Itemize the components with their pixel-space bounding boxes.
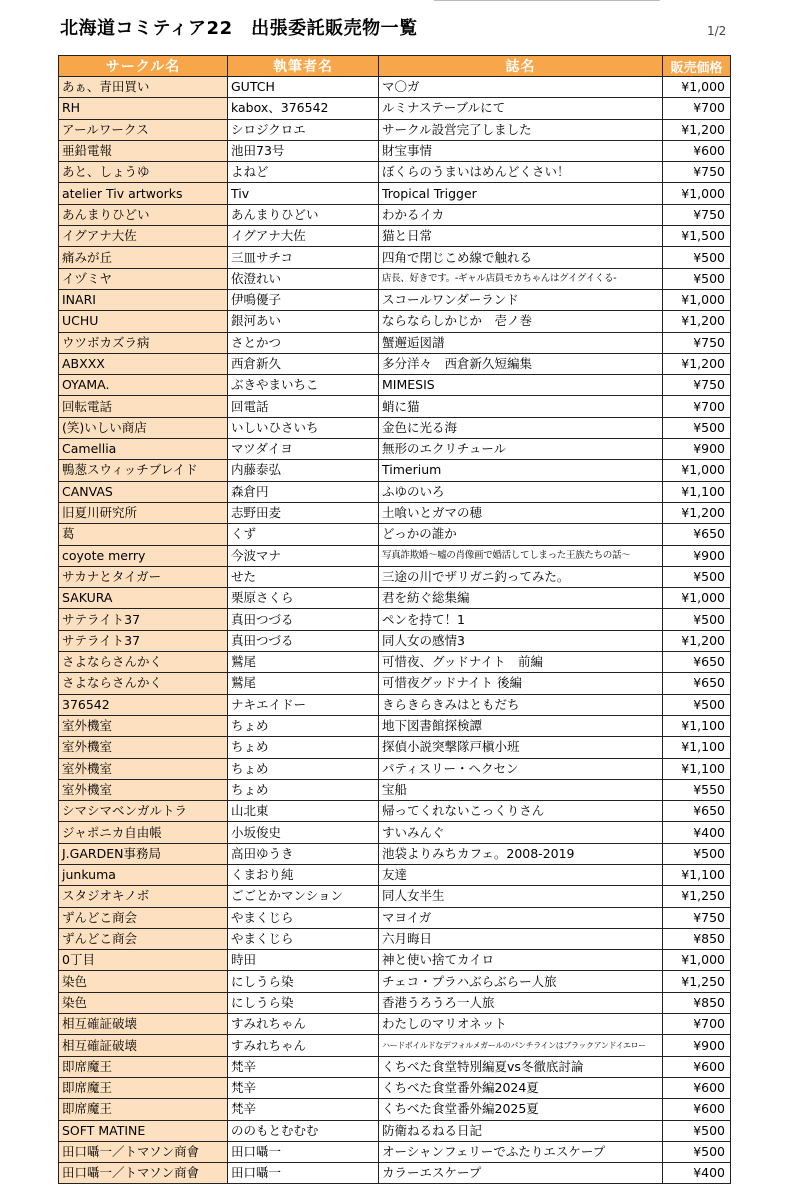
book-title-cell: ぼくらのうまいはめんどくさい！ bbox=[379, 162, 663, 183]
table-row bbox=[59, 311, 731, 332]
circle-name-cell: 即席魔王 bbox=[59, 1056, 228, 1077]
book-title-cell: わたしのマリオネット bbox=[379, 1014, 663, 1035]
circle-name-cell: 葛 bbox=[59, 524, 228, 545]
book-title-cell: 写真詐欺婚～嘘の肖像画で婚活してしまった王族たちの話～ bbox=[379, 545, 663, 566]
author-name-cell: 時田 bbox=[228, 950, 379, 971]
price-cell: ¥400 bbox=[663, 822, 731, 843]
author-name-cell: ナキエイドー bbox=[228, 694, 379, 715]
price-cell: ¥750 bbox=[663, 332, 731, 353]
circle-name-cell: さよならさんかく bbox=[59, 652, 228, 673]
table-row bbox=[59, 758, 731, 779]
table-row bbox=[59, 183, 731, 204]
table-row bbox=[59, 460, 731, 481]
circle-name-cell: 染色 bbox=[59, 971, 228, 992]
price-cell: ¥600 bbox=[663, 1077, 731, 1098]
table-row bbox=[59, 928, 731, 949]
book-title-cell: ペンを持て！1 bbox=[379, 609, 663, 630]
price-cell: ¥500 bbox=[663, 566, 731, 587]
price-cell: ¥1,200 bbox=[663, 311, 731, 332]
circle-name-cell: さよならさんかく bbox=[59, 673, 228, 694]
table-row bbox=[59, 822, 731, 843]
price-cell: ¥500 bbox=[663, 694, 731, 715]
book-title-cell: オーシャンフェリーでふたりエスケープ bbox=[379, 1141, 663, 1162]
table-row bbox=[59, 226, 731, 247]
circle-name-cell: 相互確証破壊 bbox=[59, 1035, 228, 1056]
circle-name-cell: 亜鉛電報 bbox=[59, 140, 228, 161]
book-title-cell: 君を紡ぐ総集編 bbox=[379, 588, 663, 609]
book-title-cell: 蛸に猫 bbox=[379, 396, 663, 417]
table-row bbox=[59, 247, 731, 268]
table-row bbox=[59, 1077, 731, 1098]
price-cell: ¥500 bbox=[663, 268, 731, 289]
circle-name-cell: CANVAS bbox=[59, 481, 228, 502]
author-name-cell: シロジクロエ bbox=[228, 119, 379, 140]
author-name-cell: ちょめ bbox=[228, 737, 379, 758]
table-row bbox=[59, 609, 731, 630]
book-title-cell: きらきらきみはともだち bbox=[379, 694, 663, 715]
table-row bbox=[59, 1099, 731, 1120]
price-cell: ¥700 bbox=[663, 396, 731, 417]
circle-name-cell: サカナとタイガー bbox=[59, 566, 228, 587]
circle-name-cell: Camellia bbox=[59, 439, 228, 460]
book-title-cell: Timerium bbox=[379, 460, 663, 481]
circle-name-cell: J.GARDEN事務局 bbox=[59, 843, 228, 864]
author-name-cell: 梵辛 bbox=[228, 1056, 379, 1077]
book-title-cell: 店長、好きです。-ギャル店員モカちゃんはグイグイくる- bbox=[379, 268, 663, 289]
circle-name-cell: ジャポニカ自由帳 bbox=[59, 822, 228, 843]
author-name-cell: 梵辛 bbox=[228, 1099, 379, 1120]
author-name-cell: イグアナ大佐 bbox=[228, 226, 379, 247]
author-name-cell: Tiv bbox=[228, 183, 379, 204]
author-name-cell: 鷲尾 bbox=[228, 673, 379, 694]
book-title-cell: 猫と日常 bbox=[379, 226, 663, 247]
price-cell: ¥750 bbox=[663, 204, 731, 225]
circle-name-cell: 室外機室 bbox=[59, 779, 228, 800]
circle-name-cell: あと、しょうゆ bbox=[59, 162, 228, 183]
table-row bbox=[59, 1014, 731, 1035]
table-row bbox=[59, 1035, 731, 1056]
circle-name-cell: coyote merry bbox=[59, 545, 228, 566]
circle-name-cell: INARI bbox=[59, 289, 228, 310]
table-row bbox=[59, 588, 731, 609]
book-title-cell: パティスリー・ヘクセン bbox=[379, 758, 663, 779]
author-name-cell: 森倉円 bbox=[228, 481, 379, 502]
circle-name-cell: 田口囁一／トマソン商會 bbox=[59, 1141, 228, 1162]
table-row bbox=[59, 98, 731, 119]
book-title-cell: 宝船 bbox=[379, 779, 663, 800]
table-row bbox=[59, 886, 731, 907]
book-title-cell: 同人女の感情3 bbox=[379, 630, 663, 651]
table-row bbox=[59, 694, 731, 715]
header-price: 販売価格 bbox=[663, 56, 731, 77]
price-cell: ¥550 bbox=[663, 779, 731, 800]
book-title-cell: ハードボイルドなデフォルメガールのパンチラインはブラックアンドイエロー bbox=[379, 1035, 663, 1056]
circle-name-cell: SOFT MATINE bbox=[59, 1120, 228, 1141]
circle-name-cell: SAKURA bbox=[59, 588, 228, 609]
book-title-cell: 可惜夜グッドナイト 後編 bbox=[379, 673, 663, 694]
document-title: 北海道コミティア22 出張委託販売物一覧 bbox=[60, 18, 418, 39]
price-cell: ¥1,100 bbox=[663, 481, 731, 502]
author-name-cell: 栗原さくら bbox=[228, 588, 379, 609]
book-title-cell: わかるイカ bbox=[379, 204, 663, 225]
author-name-cell: 小坂俊史 bbox=[228, 822, 379, 843]
circle-name-cell: 室外機室 bbox=[59, 758, 228, 779]
table-row bbox=[59, 566, 731, 587]
book-title-cell: Tropical Trigger bbox=[379, 183, 663, 204]
price-cell: ¥650 bbox=[663, 801, 731, 822]
price-cell: ¥1,200 bbox=[663, 119, 731, 140]
table-row bbox=[59, 77, 731, 98]
author-name-cell: マツダイヨ bbox=[228, 439, 379, 460]
circle-name-cell: junkuma bbox=[59, 864, 228, 885]
book-title-cell: 四角で閉じこめ線で触れる bbox=[379, 247, 663, 268]
author-name-cell: 西倉新久 bbox=[228, 353, 379, 374]
book-title-cell: 神と使い捨てカイロ bbox=[379, 950, 663, 971]
book-title-cell: 帰ってくれないこっくりさん bbox=[379, 801, 663, 822]
price-cell: ¥750 bbox=[663, 162, 731, 183]
author-name-cell: さとかつ bbox=[228, 332, 379, 353]
price-cell: ¥500 bbox=[663, 247, 731, 268]
price-cell: ¥500 bbox=[663, 1141, 731, 1162]
book-title-cell: カラーエスケープ bbox=[379, 1163, 663, 1184]
author-name-cell: いしいひさいち bbox=[228, 417, 379, 438]
author-name-cell: 梵辛 bbox=[228, 1077, 379, 1098]
table-row bbox=[59, 971, 731, 992]
author-name-cell: 山北東 bbox=[228, 801, 379, 822]
circle-name-cell: 即席魔王 bbox=[59, 1077, 228, 1098]
table-row bbox=[59, 907, 731, 928]
table-row bbox=[59, 1141, 731, 1162]
circle-name-cell: 376542 bbox=[59, 694, 228, 715]
book-title-cell: サークル設営完了しました bbox=[379, 119, 663, 140]
table-row bbox=[59, 417, 731, 438]
author-name-cell: 今波マナ bbox=[228, 545, 379, 566]
price-cell: ¥600 bbox=[663, 140, 731, 161]
table-row bbox=[59, 204, 731, 225]
top-rule bbox=[434, 0, 660, 1]
book-title-cell: 財宝事情 bbox=[379, 140, 663, 161]
book-title-cell: 可惜夜、グッドナイト 前編 bbox=[379, 652, 663, 673]
header-circle-name: サークル名 bbox=[59, 56, 228, 77]
circle-name-cell: あんまりひどい bbox=[59, 204, 228, 225]
circle-name-cell: イヅミヤ bbox=[59, 268, 228, 289]
table-row bbox=[59, 652, 731, 673]
book-title-cell: 三途の川でザリガニ釣ってみた。 bbox=[379, 566, 663, 587]
book-title-cell: くちべた食堂特別編夏vs冬徹底討論 bbox=[379, 1056, 663, 1077]
author-name-cell: 回電話 bbox=[228, 396, 379, 417]
circle-name-cell: 染色 bbox=[59, 992, 228, 1013]
author-name-cell: にしうら染 bbox=[228, 992, 379, 1013]
circle-name-cell: あぁ、青田買い bbox=[59, 77, 228, 98]
price-cell: ¥900 bbox=[663, 1035, 731, 1056]
table-row bbox=[59, 332, 731, 353]
author-name-cell: やまくじら bbox=[228, 928, 379, 949]
table-row bbox=[59, 353, 731, 374]
price-cell: ¥1,250 bbox=[663, 886, 731, 907]
price-cell: ¥500 bbox=[663, 1120, 731, 1141]
circle-name-cell: 室外機室 bbox=[59, 715, 228, 736]
author-name-cell: せた bbox=[228, 566, 379, 587]
book-title-cell: MIMESIS bbox=[379, 375, 663, 396]
author-name-cell: よねど bbox=[228, 162, 379, 183]
book-title-cell: 友達 bbox=[379, 864, 663, 885]
price-cell: ¥650 bbox=[663, 673, 731, 694]
book-title-cell: 池袋よりみちカフェ。2008-2019 bbox=[379, 843, 663, 864]
author-name-cell: 銀河あい bbox=[228, 311, 379, 332]
table-row bbox=[59, 673, 731, 694]
page-number: 1/2 bbox=[707, 24, 727, 38]
price-cell: ¥1,200 bbox=[663, 502, 731, 523]
table-row bbox=[59, 289, 731, 310]
book-title-cell: 香港うろうろ一人旅 bbox=[379, 992, 663, 1013]
author-name-cell: ごごとかマンション bbox=[228, 886, 379, 907]
circle-name-cell: サテライト37 bbox=[59, 609, 228, 630]
author-name-cell: ぶきやまいちこ bbox=[228, 375, 379, 396]
book-title-cell: 防衛ねるねる日記 bbox=[379, 1120, 663, 1141]
header-title: 誌名 bbox=[379, 56, 663, 77]
book-title-cell: どっかの誰か bbox=[379, 524, 663, 545]
circle-name-cell: OYAMA. bbox=[59, 375, 228, 396]
table-row bbox=[59, 992, 731, 1013]
author-name-cell: 真田つづる bbox=[228, 630, 379, 651]
table-row bbox=[59, 737, 731, 758]
author-name-cell: GUTCH bbox=[228, 77, 379, 98]
book-title-cell: マ〇ガ bbox=[379, 77, 663, 98]
circle-name-cell: 痛みが丘 bbox=[59, 247, 228, 268]
table-row bbox=[59, 630, 731, 651]
price-cell: ¥750 bbox=[663, 375, 731, 396]
price-cell: ¥600 bbox=[663, 1056, 731, 1077]
price-cell: ¥1,000 bbox=[663, 183, 731, 204]
author-name-cell: ののもとむむむ bbox=[228, 1120, 379, 1141]
circle-name-cell: RH bbox=[59, 98, 228, 119]
table-row bbox=[59, 119, 731, 140]
price-cell: ¥850 bbox=[663, 928, 731, 949]
book-title-cell: マヨイガ bbox=[379, 907, 663, 928]
circle-name-cell: ずんどこ商会 bbox=[59, 928, 228, 949]
table-row bbox=[59, 715, 731, 736]
table-row bbox=[59, 1056, 731, 1077]
circle-name-cell: シマシマベンガルトラ bbox=[59, 801, 228, 822]
table-row bbox=[59, 545, 731, 566]
book-title-cell: くちべた食堂番外編2024夏 bbox=[379, 1077, 663, 1098]
circle-name-cell: イグアナ大佐 bbox=[59, 226, 228, 247]
author-name-cell: 志野田麦 bbox=[228, 502, 379, 523]
author-name-cell: 鷲尾 bbox=[228, 652, 379, 673]
author-name-cell: 三皿サチコ bbox=[228, 247, 379, 268]
circle-name-cell: アールワークス bbox=[59, 119, 228, 140]
author-name-cell: 依澄れい bbox=[228, 268, 379, 289]
circle-name-cell: サテライト37 bbox=[59, 630, 228, 651]
table-row bbox=[59, 1120, 731, 1141]
price-cell: ¥900 bbox=[663, 545, 731, 566]
author-name-cell: 高田ゆうき bbox=[228, 843, 379, 864]
circle-name-cell: 即席魔王 bbox=[59, 1099, 228, 1120]
circle-name-cell: UCHU bbox=[59, 311, 228, 332]
table-row bbox=[59, 162, 731, 183]
price-cell: ¥1,000 bbox=[663, 77, 731, 98]
book-title-cell: チェコ・プラハぶらぶらー人旅 bbox=[379, 971, 663, 992]
circle-name-cell: 田口囁一／トマソン商會 bbox=[59, 1163, 228, 1184]
circle-name-cell: 相互確証破壊 bbox=[59, 1014, 228, 1035]
price-cell: ¥700 bbox=[663, 98, 731, 119]
author-name-cell: にしうら染 bbox=[228, 971, 379, 992]
author-name-cell: 池田73号 bbox=[228, 140, 379, 161]
price-cell: ¥850 bbox=[663, 992, 731, 1013]
author-name-cell: ちょめ bbox=[228, 715, 379, 736]
author-name-cell: kabox、376542 bbox=[228, 98, 379, 119]
book-title-cell: 無形のエクリチュール bbox=[379, 439, 663, 460]
circle-name-cell: 0丁目 bbox=[59, 950, 228, 971]
author-name-cell: 伊鳴優子 bbox=[228, 289, 379, 310]
circle-name-cell: 鴨葱スウィッチブレイド bbox=[59, 460, 228, 481]
author-name-cell: くまおり純 bbox=[228, 864, 379, 885]
price-cell: ¥650 bbox=[663, 652, 731, 673]
author-name-cell: ちょめ bbox=[228, 779, 379, 800]
price-cell: ¥1,000 bbox=[663, 460, 731, 481]
book-title-cell: 多分洋々 西倉新久短編集 bbox=[379, 353, 663, 374]
price-cell: ¥750 bbox=[663, 907, 731, 928]
price-cell: ¥500 bbox=[663, 417, 731, 438]
circle-name-cell: ずんどこ商会 bbox=[59, 907, 228, 928]
price-cell: ¥1,200 bbox=[663, 353, 731, 374]
table-row bbox=[59, 502, 731, 523]
book-title-cell: 土喰いとガマの穂 bbox=[379, 502, 663, 523]
book-title-cell: スコールワンダーランド bbox=[379, 289, 663, 310]
table-header-row bbox=[59, 56, 731, 77]
book-title-cell: ルミナステーブルにて bbox=[379, 98, 663, 119]
author-name-cell: 田口囁一 bbox=[228, 1163, 379, 1184]
table-row bbox=[59, 843, 731, 864]
price-cell: ¥400 bbox=[663, 1163, 731, 1184]
price-cell: ¥1,100 bbox=[663, 864, 731, 885]
author-name-cell: ちょめ bbox=[228, 758, 379, 779]
circle-name-cell: 室外機室 bbox=[59, 737, 228, 758]
price-cell: ¥500 bbox=[663, 843, 731, 864]
circle-name-cell: スタジオキノボ bbox=[59, 886, 228, 907]
book-title-cell: くちべた食堂番外編2025夏 bbox=[379, 1099, 663, 1120]
header-author-name: 執筆者名 bbox=[228, 56, 379, 77]
circle-name-cell: ABXXX bbox=[59, 353, 228, 374]
table-row bbox=[59, 779, 731, 800]
book-title-cell: ならならしかじか 壱ノ巻 bbox=[379, 311, 663, 332]
book-title-cell: 金色に光る海 bbox=[379, 417, 663, 438]
price-cell: ¥600 bbox=[663, 1099, 731, 1120]
table-row bbox=[59, 396, 731, 417]
price-cell: ¥1,000 bbox=[663, 289, 731, 310]
author-name-cell: あんまりひどい bbox=[228, 204, 379, 225]
table-row bbox=[59, 268, 731, 289]
table-row bbox=[59, 864, 731, 885]
circle-name-cell: ウツボカズラ病 bbox=[59, 332, 228, 353]
book-title-cell: 地下図書館探検譚 bbox=[379, 715, 663, 736]
circle-name-cell: 回転電話 bbox=[59, 396, 228, 417]
book-title-cell: ふゆのいろ bbox=[379, 481, 663, 502]
price-cell: ¥650 bbox=[663, 524, 731, 545]
circle-name-cell: (笑)いしい商店 bbox=[59, 417, 228, 438]
price-cell: ¥1,100 bbox=[663, 758, 731, 779]
book-title-cell: 同人女半生 bbox=[379, 886, 663, 907]
table-row bbox=[59, 140, 731, 161]
book-title-cell: 探偵小説突撃隊戸槇小班 bbox=[379, 737, 663, 758]
author-name-cell: 真田つづる bbox=[228, 609, 379, 630]
price-cell: ¥1,250 bbox=[663, 971, 731, 992]
author-name-cell: 内藤泰弘 bbox=[228, 460, 379, 481]
circle-name-cell: atelier Tiv artworks bbox=[59, 183, 228, 204]
author-name-cell: くず bbox=[228, 524, 379, 545]
consignment-table bbox=[58, 55, 731, 1184]
table-row bbox=[59, 481, 731, 502]
circle-name-cell: 旧夏川研究所 bbox=[59, 502, 228, 523]
table-row bbox=[59, 950, 731, 971]
table-row bbox=[59, 801, 731, 822]
price-cell: ¥1,000 bbox=[663, 950, 731, 971]
price-cell: ¥1,100 bbox=[663, 737, 731, 758]
table-row bbox=[59, 439, 731, 460]
author-name-cell: 田口囁一 bbox=[228, 1141, 379, 1162]
price-cell: ¥1,500 bbox=[663, 226, 731, 247]
price-cell: ¥1,100 bbox=[663, 715, 731, 736]
author-name-cell: やまくじら bbox=[228, 907, 379, 928]
price-cell: ¥1,000 bbox=[663, 588, 731, 609]
price-cell: ¥700 bbox=[663, 1014, 731, 1035]
price-cell: ¥1,200 bbox=[663, 630, 731, 651]
price-cell: ¥900 bbox=[663, 439, 731, 460]
table-row bbox=[59, 375, 731, 396]
table-row bbox=[59, 524, 731, 545]
book-title-cell: 蟹邂逅図譜 bbox=[379, 332, 663, 353]
price-cell: ¥500 bbox=[663, 609, 731, 630]
book-title-cell: すいみんぐ bbox=[379, 822, 663, 843]
author-name-cell: すみれちゃん bbox=[228, 1014, 379, 1035]
book-title-cell: 六月晦日 bbox=[379, 928, 663, 949]
author-name-cell: すみれちゃん bbox=[228, 1035, 379, 1056]
table-row bbox=[59, 1163, 731, 1184]
